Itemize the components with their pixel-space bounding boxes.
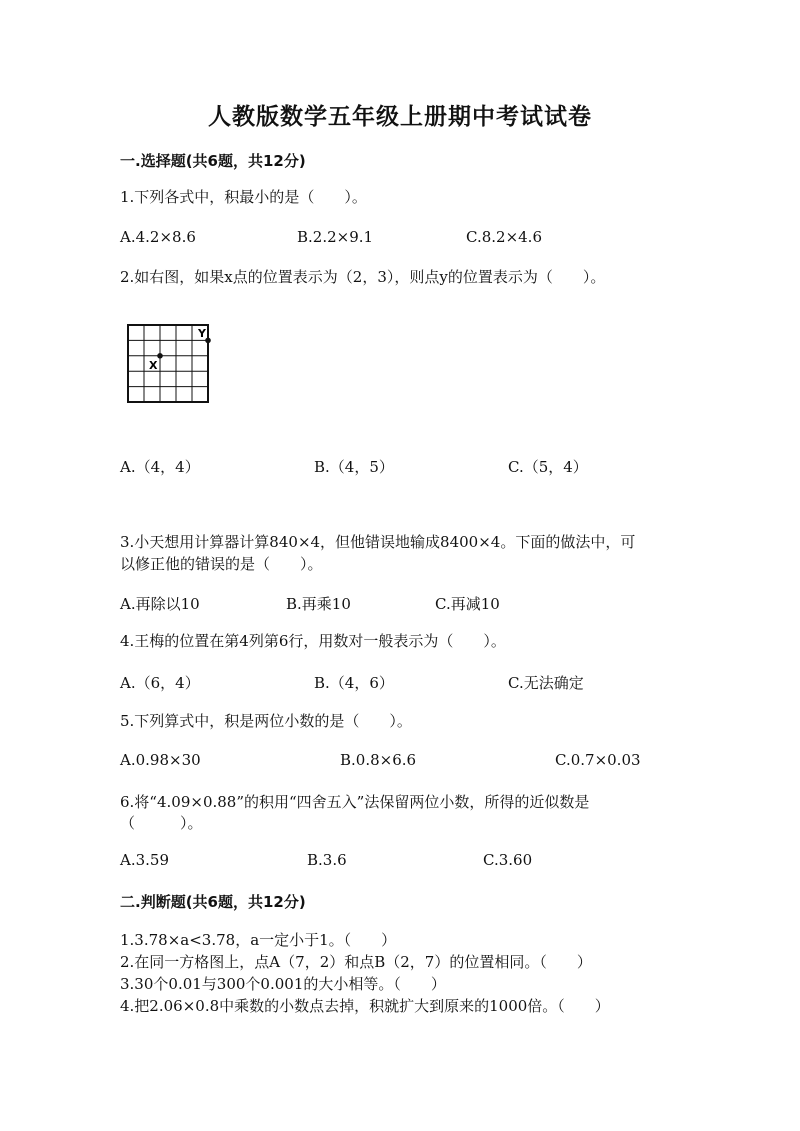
- point-y-label: Y: [198, 327, 206, 340]
- q5-option-c: C.0.7×0.03: [555, 751, 641, 769]
- judgement-item-2: 2.在同一方格图上，点A（7，2）和点B（2，7）的位置相同。（ ）: [120, 953, 592, 971]
- grid-lines: [128, 325, 208, 402]
- question-3-line2: 以修正他的错误的是（ ）。: [120, 555, 323, 573]
- q4-option-c: C.无法确定: [508, 674, 584, 692]
- point-x-label: X: [149, 359, 158, 372]
- grid-svg: [127, 324, 217, 406]
- section-heading-judgement: 二.判断题(共6题，共12分): [120, 893, 306, 911]
- q3-option-a: A.再除以10: [120, 595, 200, 613]
- q3-option-c: C.再减10: [435, 595, 500, 613]
- judgement-item-3: 3.30个0.01与300个0.001的大小相等。（ ）: [120, 975, 446, 993]
- coordinate-grid-figure: [127, 324, 217, 410]
- q2-option-b: B.（4，5）: [314, 458, 394, 476]
- q1-option-a: A.4.2×8.6: [120, 228, 196, 246]
- page-title: 人教版数学五年级上册期中考试试卷: [208, 104, 592, 130]
- q6-option-b: B.3.6: [307, 851, 347, 869]
- judgement-item-1: 1.3.78×a<3.78，a一定小于1。（ ）: [120, 931, 397, 949]
- point-x: [157, 353, 163, 359]
- q6-option-c: C.3.60: [483, 851, 533, 869]
- question-5: 5.下列算式中，积是两位小数的是（ ）。: [120, 712, 412, 730]
- q4-option-b: B.（4，6）: [314, 674, 394, 692]
- q6-option-a: A.3.59: [120, 851, 169, 869]
- question-3-line1: 3.小天想用计算器计算840×4，但他错误地输成8400×4。下面的做法中，可: [120, 533, 636, 551]
- q2-option-a: A.（4，4）: [120, 458, 200, 476]
- point-y: [205, 338, 211, 344]
- q1-option-b: B.2.2×9.1: [297, 228, 374, 246]
- q2-option-c: C.（5，4）: [508, 458, 588, 476]
- q3-option-b: B.再乘10: [286, 595, 351, 613]
- judgement-item-4: 4.把2.06×0.8中乘数的小数点去掉，积就扩大到原来的1000倍。（ ）: [120, 997, 610, 1015]
- q5-option-b: B.0.8×6.6: [340, 751, 417, 769]
- question-4: 4.王梅的位置在第4列第6行，用数对一般表示为（ ）。: [120, 632, 506, 650]
- question-6-line2: （ ）。: [120, 814, 203, 832]
- q1-option-c: C.8.2×4.6: [466, 228, 542, 246]
- q4-option-a: A.（6，4）: [120, 674, 200, 692]
- question-2: 2.如右图，如果x点的位置表示为（2，3），则点y的位置表示为（ ）。: [120, 268, 606, 286]
- question-1: 1.下列各式中，积最小的是（ ）。: [120, 188, 367, 206]
- question-6-line1: 6.将“4.09×0.88”的积用“四舍五入”法保留两位小数，所得的近似数是: [120, 793, 590, 811]
- section-heading-choice: 一.选择题(共6题，共12分): [120, 152, 306, 170]
- q5-option-a: A.0.98×30: [120, 751, 201, 769]
